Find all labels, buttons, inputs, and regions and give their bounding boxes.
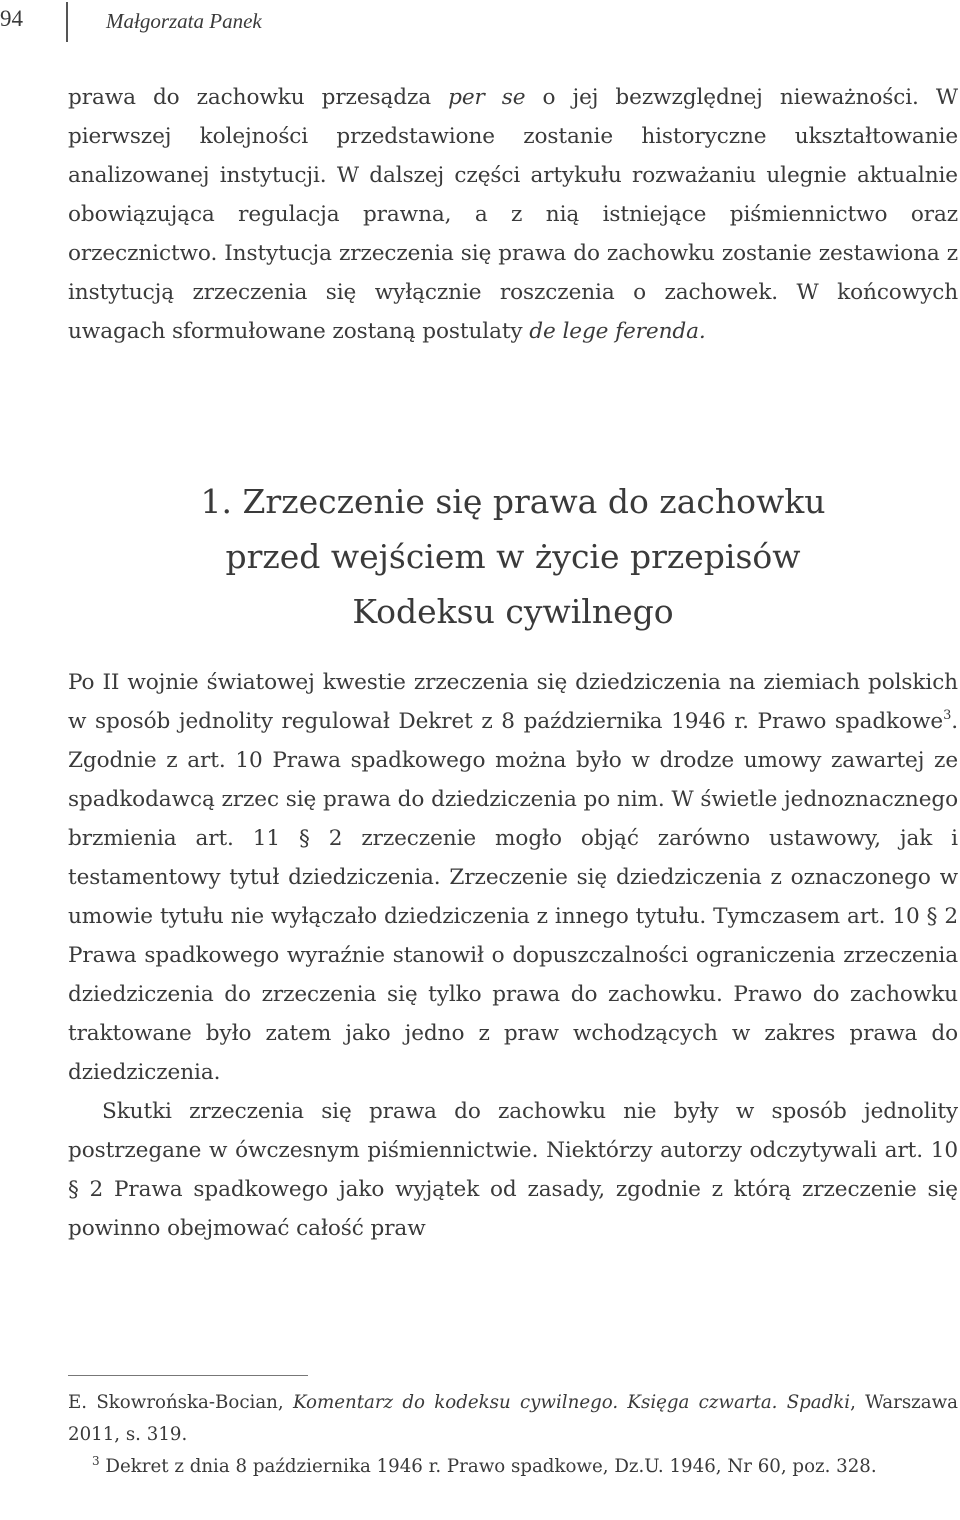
intro-italic-1: per se: [448, 85, 526, 110]
section-heading: [68, 474, 958, 639]
footnote-2-text-a: E. Skowrońska-Bocian,: [68, 1392, 293, 1413]
body-paragraph-1: [68, 663, 958, 1092]
header-divider: [66, 2, 68, 42]
intro-text-1: prawa do zachowku przesądza: [68, 85, 449, 110]
footnote-3: [68, 1451, 958, 1483]
intro-italic-2: de lege ferenda.: [529, 319, 706, 344]
section-body: [68, 663, 958, 1248]
section-heading-line-2: przed wejściem w życie przepisów: [225, 537, 801, 576]
footnote-ref-3[interactable]: 3: [943, 708, 952, 723]
section-heading-line-3: Kodeksu cywilnego: [352, 592, 674, 631]
running-header-author: Małgorzata Panek: [106, 9, 262, 33]
body-paragraph-1-text-b: . Zgodnie z art. 10 Prawa spadkowego można było w drodze umowy zawartej ze spadkodawcą zrzec się prawa do dziedziczenia po nim. W świetle jednoznacznego brzmienia art. 11 § 2 zrzeczenie mogło objąć zarówno ustawowy, jak i testamentowy tytuł dziedziczenia. Zrzeczenie się dziedziczenia z oznaczonego w umowie tytułu nie wyłączało dziedziczenia z innego tytułu. Tymczasem art. 10 § 2 Prawa spadkowego wyraźnie stanowił o dopuszczalności ograniczenia zrzeczenia dziedziczenia do zrzeczenia się tylko prawa do zachowku. Prawo do zachowku traktowane było zatem jako jedno z praw wchodzących w zakres prawa do dziedziczenia.: [68, 709, 958, 1085]
intro-paragraph: [68, 78, 958, 351]
body-paragraph-1-text-a: Po II wojnie światowej kwestie zrzeczenia się dziedziczenia na ziemiach polskich w sposób jednolity regulował Dekret z 8 października 1946 r. Prawo spadkowe: [68, 670, 958, 734]
footnote-2-italic: Komentarz do kodeksu cywilnego. Księga czwarta. Spadki: [292, 1392, 851, 1413]
footnote-2-text-b: , Warszawa 2011, s. 319.: [68, 1392, 958, 1445]
intro-text-2: o jej bezwzględnej nieważności. W pierwszej kolejności przedstawione zostanie historyczne ukształtowanie analizowanej instytucji. W dalszej części artykułu rozważaniu ulegnie aktualnie obowiązująca regulacja prawna, a z nią istniejące piśmiennictwo oraz orzecznictwo. Instytucja zrzeczenia się prawa do zachowku zostanie zestawiona z instytucją zrzeczenia się wyłącznie roszczenia o zachowek. W końcowych uwagach sformułowane zostaną postulaty: [68, 85, 958, 344]
section-heading-line-1: 1. Zrzeczenie się prawa do zachowku: [200, 482, 826, 521]
footnote-divider: [68, 1375, 308, 1376]
footnote-2: [68, 1387, 958, 1451]
page-number: 94: [0, 6, 23, 31]
body-paragraph-2: Skutki zrzeczenia się prawa do zachowku nie były w sposób jednolity postrzegane w ówczesnym piśmiennictwie. Niektórzy autorzy odczytywali art. 10 § 2 Prawa spadkowego jako wyjątek od zasady, zgodnie z którą zrzeczenie się powinno obejmować całość praw: [68, 1099, 958, 1241]
footnote-3-mark: 3: [92, 1454, 100, 1468]
footnotes: [68, 1387, 958, 1483]
footnote-3-text: Dekret z dnia 8 października 1946 r. Prawo spadkowe, Dz.U. 1946, Nr 60, poz. 328.: [99, 1456, 877, 1477]
